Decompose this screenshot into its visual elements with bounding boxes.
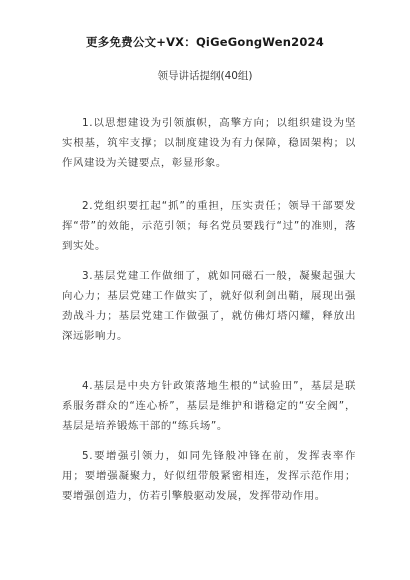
- document-title: 领导讲话提纲(40组): [157, 70, 253, 82]
- paragraph-1-text: 1.以思想建设为引领旗帜，高擎方向；以组织建设为坚实根基，筑牢支撑；以制度建设为有力保障，稳固架构；以作风建设为关键要点，彰显形象。: [62, 117, 356, 169]
- paragraph-2: [62, 196, 356, 256]
- paragraph-1: [62, 113, 356, 173]
- promo-header: 更多免费公文+VX：QiGeGongWen2024: [86, 35, 324, 49]
- paragraph-3: [62, 266, 356, 346]
- paragraph-4-text: 4.基层是中央方针政策落地生根的“试验田”，基层是联系服务群众的“连心桥”，基层是维护和谐稳定的“安全阀”，基层是培养锻炼干部的“练兵场”。: [62, 380, 356, 432]
- paragraph-4: [62, 376, 356, 436]
- paragraph-5-text: 5.要增强引领力，如同先锋般冲锋在前，发挥表率作用；要增强凝聚力，好似纽带般紧密相连，发挥示范作用；要增强创造力，仿若引擎般驱动发展，发挥带动作用。: [62, 450, 356, 502]
- paragraph-3-text: 3.基层党建工作做细了，就如同磁石一般，凝聚起强大向心力；基层党建工作做实了，就好似利剑出鞘，展现出强劲战斗力；基层党建工作做强了，就仿佛灯塔闪耀，释放出深远影响力。: [62, 270, 356, 342]
- paragraph-5: [62, 446, 356, 506]
- paragraph-2-text: 2.党组织要扛起“抓”的重担，压实责任；领导干部要发挥“带”的效能，示范引领；每名党员要践行“过”的准则，落到实处。: [62, 200, 356, 252]
